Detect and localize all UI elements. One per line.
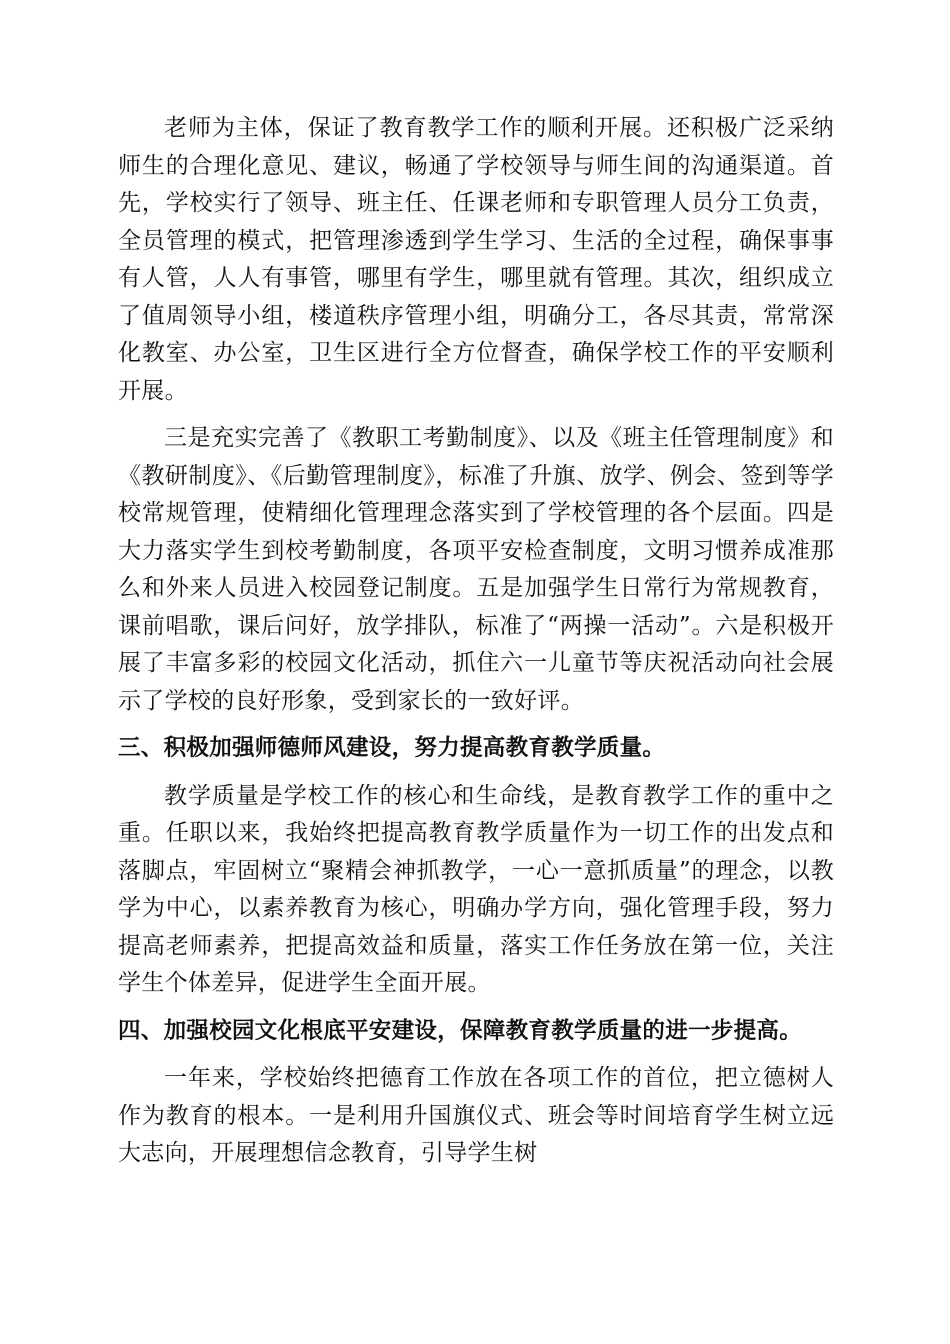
- document-page: [118, 110, 834, 1183]
- body-paragraph: 一年来，学校始终把德育工作放在各项工作的首位，把立德树人作为教育的根本。一是利用升国旗仪式、班会等时间培育学生树立远大志向，开展理想信念教育，引导学生树: [118, 1065, 834, 1166]
- section-heading: 四、加强校园文化根底平安建设，保障教育教学质量的进一步提高。: [118, 1017, 803, 1044]
- body-paragraph: 三是充实完善了《教职工考勤制度》、以及《班主任管理制度》和《教研制度》、《后勤管理制度》，标准了升旗、放学、例会、签到等学校常规管理，使精细化管理理念落实到了学校管理的各个层面。四是大力落实学生到校考勤制度，各项平安检查制度，文明习惯养成准那么和外来人员进入校园登记制度。五是加强学生日常行为常规教育，课前唱歌，课后问好，放学排队，标准了“两操一活动”。六是积极开展了丰富多彩的校园文化活动，抓住六一儿童节等庆祝活动向社会展示了学校的良好形象，受到家长的一致好评。: [118, 425, 834, 714]
- section-heading: 三、积极加强师德师风建设，努力提高教育教学质量。: [118, 735, 666, 761]
- body-paragraph: 教学质量是学校工作的核心和生命线，是教育教学工作的重中之重。任职以来，我始终把提高教育教学质量作为一切工作的出发点和落脚点，牢固树立“聚精会神抓教学，一心一意抓质量”的理念，以教学为中心，以素养教育为核心，明确办学方向，强化管理手段，努力提高老师素养，把提高效益和质量，落实工作任务放在第一位，关注学生个体差异，促进学生全面开展。: [118, 782, 834, 996]
- body-paragraph: 老师为主体，保证了教育教学工作的顺利开展。还积极广泛采纳师生的合理化意见、建议，畅通了学校领导与师生间的沟通渠道。首先，学校实行了领导、班主任、任课老师和专职管理人员分工负责，全员管理的模式，把管理渗透到学生学习、生活的全过程，确保事事有人管，人人有事管，哪里有学生，哪里就有管理。其次，组织成立了值周领导小组，楼道秩序管理小组，明确分工，各尽其责，常常深化教室、办公室，卫生区进行全方位督查，确保学校工作的平安顺利开展。: [118, 115, 834, 404]
